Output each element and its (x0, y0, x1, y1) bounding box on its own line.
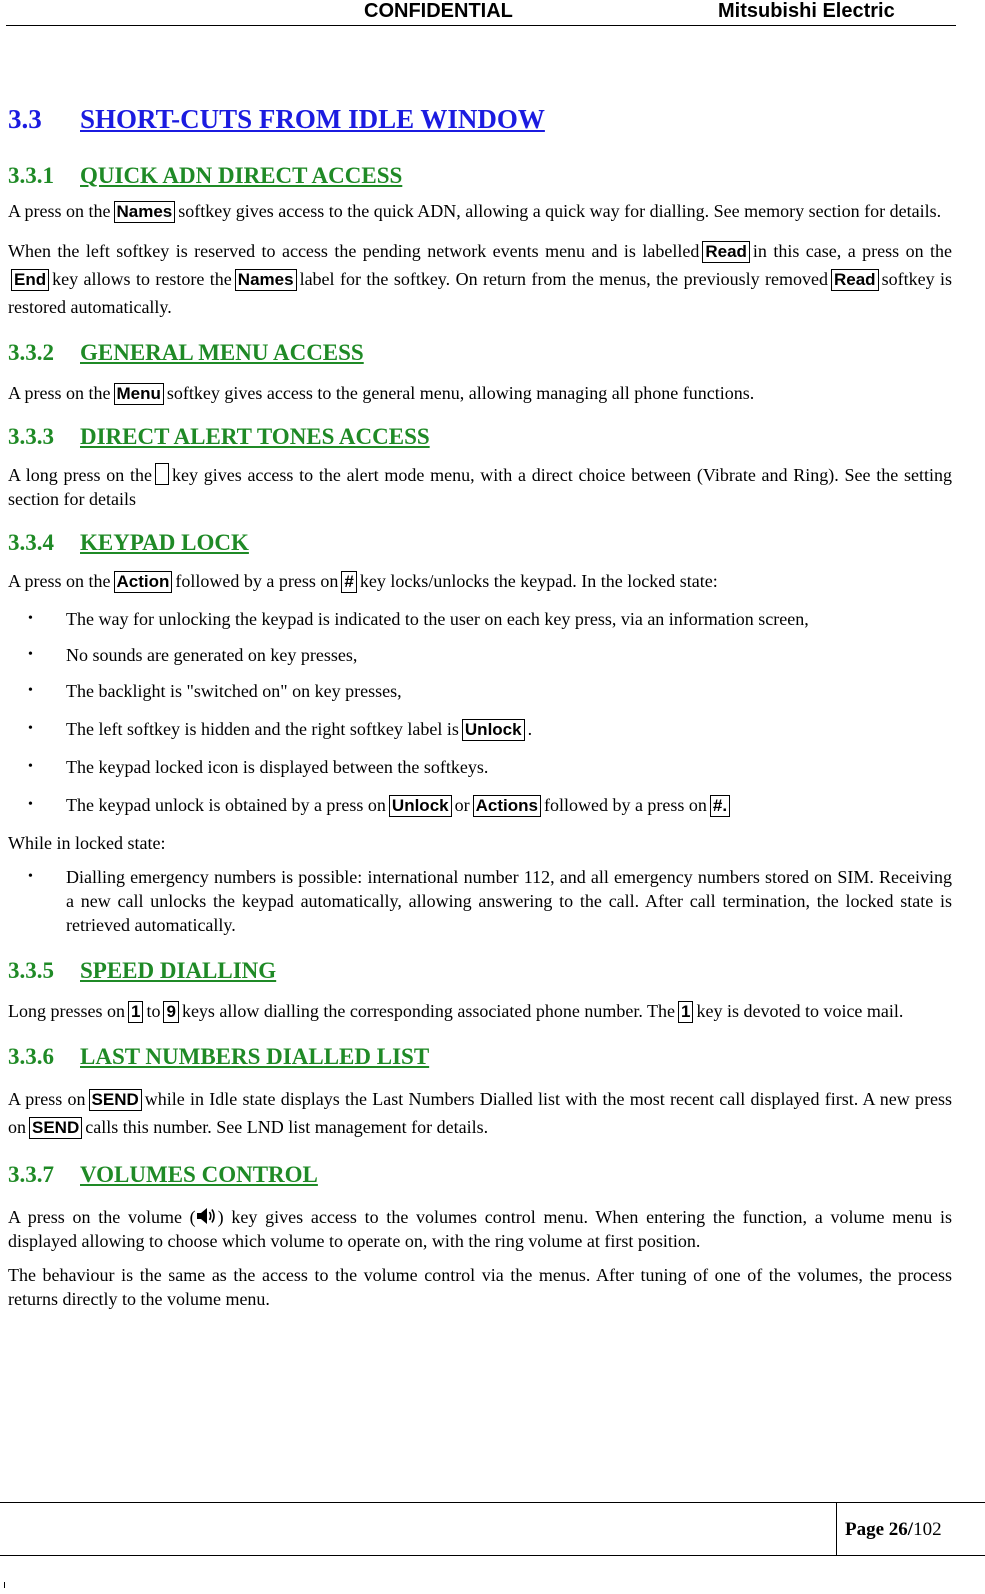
paragraph: Long presses on 1 to 9 keys allow dialling the corresponding associated phone number. The 1 key is devoted to voice mail. (8, 1001, 904, 1021)
hash-key: # (341, 571, 356, 593)
send-key: SEND (29, 1117, 82, 1139)
bullet-icon: • (28, 683, 33, 698)
unlock-key: Unlock (389, 795, 452, 817)
paragraph: A press on the Action followed by a press on # key locks/unlocks the keypad. In the locked state: (8, 571, 718, 591)
bullet-icon: • (28, 611, 33, 626)
subsection-heading-3-3-3: 3.3.3 DIRECT ALERT TONES ACCESS (8, 424, 430, 449)
paragraph: A press on the volume ( ) key gives access to the volumes control menu. When entering the function, a volume menu is displayed allowing to choose which volume to operate on, with the ring volume at first position. (8, 1207, 952, 1251)
paragraph: A long press on the key gives access to the alert mode menu, with a direct choice between (Vibrate and Ring). See the setting section for details (8, 465, 952, 509)
bullet-icon: • (28, 647, 33, 662)
menu-key: Menu (114, 383, 164, 405)
section-heading: 3.3 SHORT-CUTS FROM IDLE WINDOW (8, 104, 545, 134)
read-key: Read (831, 269, 879, 291)
list-item: • The backlight is "switched on" on key presses, (28, 681, 402, 701)
page-number: Page 26/102 (845, 1519, 942, 1540)
names-key: Names (114, 201, 176, 223)
subsection-heading-3-3-6: 3.3.6 LAST NUMBERS DIALLED LIST (8, 1044, 430, 1069)
list-item: • The way for unlocking the keypad is indicated to the user on each key press, via an information screen, (28, 609, 809, 629)
bullet-icon: • (28, 797, 33, 812)
list-item: • The keypad unlock is obtained by a press on Unlock or Actions followed by a press on #. (8, 793, 952, 817)
volume-icon (196, 1206, 218, 1226)
subsection-heading-3-3-5: 3.3.5 SPEED DIALLING (8, 958, 277, 983)
alert-key (155, 463, 169, 485)
actions-key: Actions (473, 795, 541, 817)
confidential-label: CONFIDENTIAL (364, 0, 513, 22)
paragraph: The behaviour is the same as the access to the volume control via the menus. After tuning of one of the volumes, the process returns directly to the volume menu. (8, 1265, 952, 1309)
bullet-list (8, 607, 952, 817)
list-item: • The keypad locked icon is displayed between the softkeys. (28, 757, 489, 777)
subsection-heading-3-3-7: 3.3.7 VOLUMES CONTROL (8, 1162, 318, 1187)
paragraph: A press on the Menu softkey gives access to the general menu, allowing managing all phone functions. (8, 383, 755, 403)
page-header (6, 0, 956, 26)
key-9: 9 (163, 1001, 178, 1023)
company-name: Mitsubishi Electric (718, 0, 895, 22)
bullet-list (8, 865, 952, 937)
list-item: • No sounds are generated on key presses, (28, 645, 358, 665)
end-key: End (11, 269, 49, 291)
page-footer (0, 1502, 985, 1556)
page-number-cell (836, 1503, 985, 1555)
read-key: Read (702, 241, 750, 263)
paragraph: A press on SEND while in Idle state displays the Last Numbers Dialled list with the most recent call displayed first. A new press on SEND calls this number. See LND list management for details. (8, 1089, 952, 1137)
subsection-heading-3-3-4: 3.3.4 KEYPAD LOCK (8, 530, 249, 555)
paragraph: A press on the Names softkey gives access to the quick ADN, allowing a quick way for dialling. See memory section for details. (8, 201, 942, 221)
list-item: • The left softkey is hidden and the right softkey label is Unlock . (28, 719, 533, 739)
paragraph: While in locked state: (8, 833, 166, 853)
send-key: SEND (89, 1089, 142, 1111)
subsection-heading-3-3-1: 3.3.1 QUICK ADN DIRECT ACCESS (8, 163, 403, 188)
unlock-key: Unlock (462, 719, 525, 741)
hash-key: #. (710, 795, 730, 817)
list-item: • Dialling emergency numbers is possible: international number 112, and all emergency numbers stored on SIM. Receiving a new call unlocks the keypad automatically, allowing answering to the call. After call termination, the locked state is retrieved automatically. (28, 867, 952, 935)
margin-mark (4, 1582, 5, 1588)
names-key: Names (235, 269, 297, 291)
key-1: 1 (678, 1001, 693, 1023)
action-key: Action (114, 571, 173, 593)
subsection-heading-3-3-2: 3.3.2 GENERAL MENU ACCESS (8, 340, 364, 365)
document-body (8, 100, 952, 1311)
bullet-icon: • (28, 759, 33, 774)
key-1: 1 (128, 1001, 143, 1023)
paragraph: When the left softkey is reserved to access the pending network events menu and is labelled Read in this case, a press on theEnd key allows to restore the Names label for the softkey. On return from the menus, the previously removed Read softkey is restored automatically. (8, 241, 953, 317)
bullet-icon: • (28, 721, 33, 736)
bullet-icon: • (28, 869, 33, 884)
